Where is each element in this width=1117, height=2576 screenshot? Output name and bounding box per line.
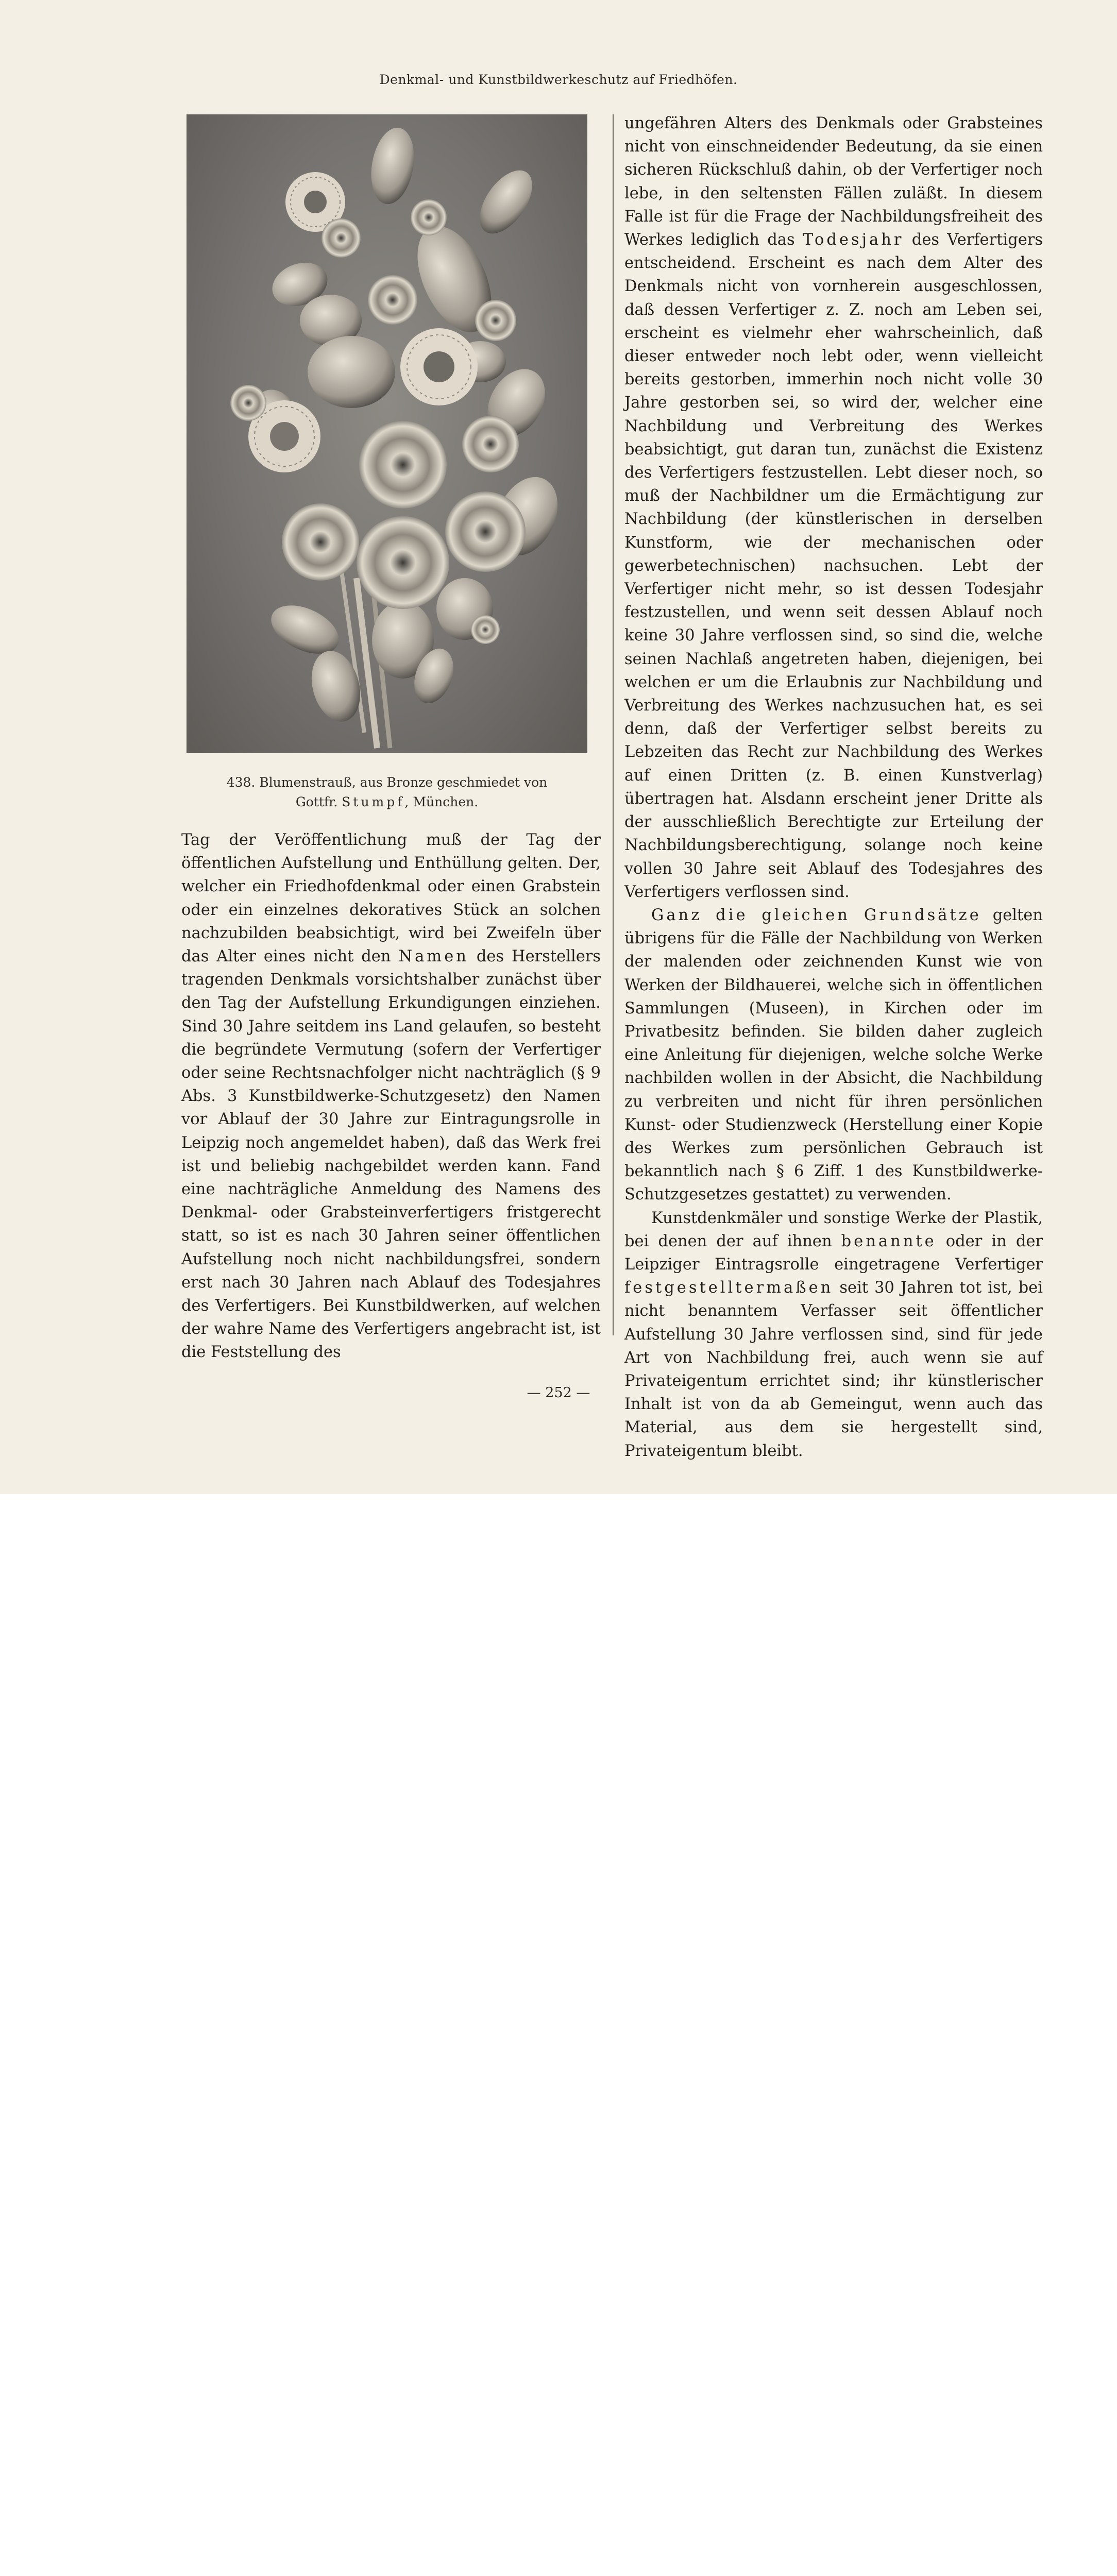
caption-line-1: 438. Blumenstrauß, aus Bronze geschmiedet von	[226, 775, 548, 790]
running-header: Denkmal- und Kunstbildwerkeschutz auf Friedhöfen.	[379, 72, 738, 87]
paragraph	[624, 904, 1043, 1207]
digitization-footer	[0, 1494, 1117, 1577]
text-run: oder in der Leipziger Eintragsrolle eingetragene Verfertiger	[624, 1232, 1043, 1274]
emphasis-run: benannte	[841, 1232, 937, 1250]
emphasis-run: Ganz die gleichen Grundsätze	[651, 906, 981, 924]
right-column-text	[624, 112, 1043, 1463]
paragraph	[181, 828, 601, 1364]
paragraph	[624, 1207, 1043, 1463]
text-run: Kunstdenkmäler und sonstige Werke der Plastik, bei denen der auf ihnen	[624, 1209, 1043, 1250]
bronze-bouquet-photograph	[187, 114, 587, 753]
caption-first-name: Gottfr.	[295, 794, 342, 809]
emphasis-run: festgestelltermaßen	[624, 1279, 834, 1297]
caption-artist-name: Stumpf	[342, 794, 405, 809]
caption-city: , München.	[404, 794, 479, 809]
text-run: ungefähren Alters des Denkmals oder Grabsteines nicht von einschneidender Bedeutung, da sie einen sicheren Rückschluß dahin, ob der Verfertiger noch lebe, in den seltensten Fällen zuläßt. In diesem Falle ist für die Frage der Nachbildungsfreiheit des Werkes lediglich das	[624, 114, 1043, 249]
text-run: des Herstellers tragenden Denkmals vorsichtshalber zunächst über den Tag der Aufstellung Erkundigungen einziehen. Sind 30 Jahre seitdem ins Land gelaufen, so besteht die begründete Vermutung (sofern der Verfertiger oder seine Rechtsnachfolger nicht nachträglich (§ 9 Abs. 3 Kunstbildwerke-Schutzgesetz) den Namen vor Ablauf der 30 Jahre zur Eintragungsrolle in Leipzig noch angemeldet haben), daß das Werk frei ist und beliebig nachgebildet werden kann. Fand eine nachträgliche Anmeldung des Namens des Denkmal- oder Grabsteinverfertigers fristgerecht statt, so ist es nach 30 Jahren seiner öffentlichen Aufstellung noch nicht nachbildungsfrei, sondern erst nach 30 Jahren nach Ablauf des Todesjahres des Verfertigers. Bei Kunstbildwerken, auf welchen der wahre Name des Verfertigers angebracht ist, ist die Feststellung des	[181, 947, 601, 1362]
figure-caption	[187, 773, 587, 812]
caption-line-2	[187, 792, 587, 812]
text-run: gelten übrigens für die Fälle der Nachbildung von Werken der malenden oder zeichnenden Kunst wie von Werken der Bildhauerei, welche sich in öffentlichen Sammlungen (Museen), in Kirchen oder im Privatbesitz befinden. Sie bilden daher zugleich eine Anleitung für diejenigen, welche solche Werke nachbilden wollen in der Absicht, die Nachbildung zu verbreiten und nicht für ihren persönlichen Kunst- oder Studienzweck (Herstellung einer Kopie des Werkes zum persönlichen Gebrauch ist bekanntlich nach § 6 Ziff. 1 des Kunstbildwerke-Schutzgesetzes gestattet) zu verwenden.	[624, 906, 1043, 1204]
column-divider	[613, 114, 614, 1335]
text-run: Tag der Veröffentlichung muß der Tag der öffentlichen Aufstellung und Enthüllung gelten. Der, welcher ein Friedhofdenkmal oder einen Grabstein oder ein einzelnes dekoratives Stück an solchen nachzubilden beabsichtigt, wird bei Zweifeln über das Alter eines nicht den	[181, 831, 601, 966]
page-number: — 252 —	[527, 1385, 590, 1401]
text-run: seit 30 Jahren tot ist, bei nicht benanntem Verfasser seit öffentlicher Aufstellung 30 Jahre verflossen sind, sind für jede Art von Nachbildung frei, auch wenn sie auf Privateigentum errichtet sind; ihr künstlerischer Inhalt ist von da ab Gemeingut, wenn auch das Material, aus dem sie hergestellt sind, Privateigentum bleibt.	[624, 1279, 1043, 1460]
emphasis-run: Namen	[398, 947, 469, 966]
paragraph	[624, 112, 1043, 904]
emphasis-run: Todesjahr	[803, 231, 904, 249]
left-column-text	[181, 828, 601, 1364]
text-run: des Verfertigers entscheidend. Erscheint es nach dem Alter des Denkmals nicht von vornherein ausgeschlossen, daß dessen Verfertiger z. Z. noch am Leben sei, erscheint es vielmehr eher wahrscheinlich, daß dieser entweder noch lebt oder, wenn vielleicht bereits gestorben, immerhin noch nicht volle 30 Jahre gestorben sei, so wird der, welcher eine Nachbildung und Verbreitung des Werkes beabsichtigt, gut daran tun, zunächst die Existenz des Verfertigers festzustellen. Lebt dieser noch, so muß der Nachbildner um die Ermächtigung zur Nachbildung (der künstlerischen in derselben Kunstform, wie der mechanischen oder gewerbetechnischen) nachsuchen. Lebt der Verfertiger nicht mehr, so ist dessen Todesjahr festzustellen, und wenn seit dessen Ablauf noch keine 30 Jahre verflossen sind, so sind die, welche seinen Nachlaß angetreten haben, diejenigen, bei welchen er um die Erlaubnis zur Nachbildung und Verbreitung des Werkes nachzusuchen hat, es sei denn, daß der Verfertiger selbst bereits zu Lebzeiten das Recht zur Nachbildung des Werkes auf einen Dritten (z. B. einen Kunstverlag) übertragen hat. Alsdann erscheint jener Dritte als der ausschließlich Berechtigte zur Erteilung der Nachbildungsberechtigung, solange noch keine vollen 30 Jahre seit Ablauf des Todesjahres des Verfertigers verflossen sind.	[624, 231, 1043, 901]
bouquet-illustration	[187, 114, 587, 753]
